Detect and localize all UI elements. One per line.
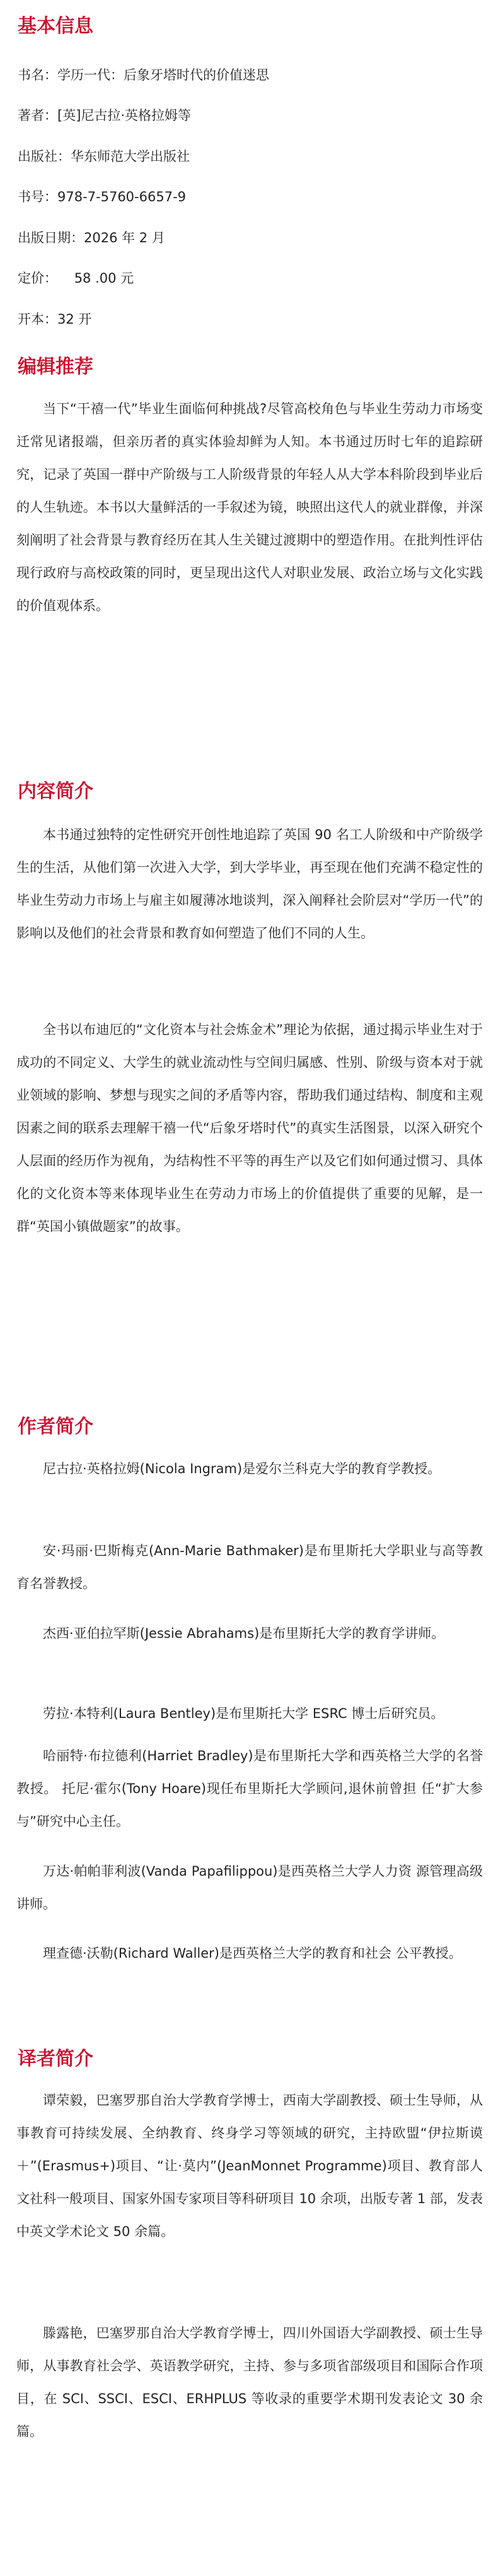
author-bio-bradley-hoare: 哈丽特·布拉德利(Harriet Bradley)是布里斯托大学和西英格兰大学的名誉教授。 托尼·霍尔(Tony Hoare)现任布里斯托大学顾问,退休前曾担 任“扩大参与”研究中心主任。 (16, 1748, 483, 1829)
authors-heading: 作者简介 (18, 1416, 93, 1438)
basic-info-heading: 基本信息 (18, 15, 93, 37)
content-intro-paragraph-1: 本书通过独特的定性研究开创性地追踪了英国 90 名工人阶级和中产阶级学生的生活，从他们第一次进入大学，到大学毕业，再至现在他们充满不稳定性的毕业生劳动力市场上与雇主如履薄冰地谈判，深入阐释社会阶层对“学历一代”的影响以及他们的社会背景和教育如何塑造了他们不同的人生。 (16, 827, 483, 941)
editor-recommendation-heading: 编辑推荐 (18, 356, 93, 378)
author-bio-waller: 理查德·沃勒(Richard Waller)是西英格兰大学的教育和社会 公平教授。 (43, 1946, 462, 1961)
author-bio-ingram: 尼古拉·英格拉姆(Nicola Ingram)是爱尔兰科克大学的教育学教授。 (43, 1461, 441, 1476)
info-publish-date: 出版日期：2026 年 2 月 (18, 230, 165, 245)
author-bio-abrahams: 杰西·亚伯拉罕斯(Jessie Abrahams)是布里斯托大学的教育学讲师。 (43, 1626, 445, 1641)
content-intro-heading: 内容简介 (18, 780, 93, 803)
translator-bio-tan: 谭荣毅，巴塞罗那自治大学教育学博士，西南大学副教授、硕士生导师，从事教育可持续发展、全纳教育、终身学习等领域的研究，主持欧盟“伊拉斯谟＋”(Erasmus+)项目、“让·莫内”(JeanMonnet Programme)项目、教育部人文社科一般项目、国家外国专家项目等科研项目 10 余项，出版专著 1 部，发表中英文学术论文 50 余篇。 (16, 2093, 483, 2239)
author-bio-papafilippou: 万达·帕帕菲利波(Vanda Papafilippou)是西英格兰大学人力资 源管理高级讲师。 (16, 1864, 483, 1912)
content-intro-paragraph-2: 全书以布迪厄的“文化资本与社会炼金术”理论为依据，通过揭示毕业生对于成功的不同定义、大学生的就业流动性与空间归属感、性别、阶级与资本对于就业领域的影响、梦想与现实之间的矛盾等内容，帮助我们通过结构、制度和主观因素之间的联系去理解干禧一代“后象牙塔时代”的真实生活图景，以深入研究个人层面的经历作为视角，为结构性不平等的再生产以及它们如何通过惯习、具体化的文化资本等来体现毕业生在劳动力市场上的价值提供了重要的见解，是一群“英国小镇做题家”的故事。 (16, 1022, 483, 1234)
info-book-title: 书名：学历一代：后象牙塔时代的价值迷思 (18, 68, 269, 83)
author-bio-bathmaker: 安·玛丽·巴斯梅克(Ann-Marie Bathmaker)是布里斯托大学职业与高等教育名誉教授。 (16, 1543, 483, 1591)
editor-recommendation-paragraph: 当下“干禧一代”毕业生面临何种挑战?尽管高校角色与毕业生劳动力市场变迁常见诸报端，但亲历者的真实体验却鲜为人知。本书通过历时七年的追踪研究，记录了英国一群中产阶级与工人阶级背景的年轻人从大学本科阶段到毕业后的人生轨迹。本书以大量鲜活的一手叙述为镜，映照出这代人的就业群像，并深刻阐明了社会背景与教育经历在其人生关键过渡期中的塑造作用。在批判性评估现行政府与高校政策的同时，更呈现出这代人对职业发展、政治立场与文化实践的价值观体系。 (16, 401, 483, 613)
info-author: 著者：[英]尼古拉·英格拉姆等 (18, 108, 192, 123)
info-isbn: 书号：978-7-5760-6657-9 (18, 189, 187, 204)
info-publisher: 出版社：华东师范大学出版社 (18, 149, 190, 164)
translator-bio-teng: 滕露艳，巴塞罗那自治大学教育学博士，四川外国语大学副教授、硕士生导师，从事教育社会学、英语教学研究，主持、参与多项省部级项目和国际合作项目，在 SCI、SSCI、ESCI、ERHPLUS 等收录的重要学术期刊发表论文 30 余篇。 (16, 2326, 483, 2439)
author-bio-bentley: 劳拉·本特利(Laura Bentley)是布里斯托大学 ESRC 博士后研究员。 (43, 1706, 444, 1721)
info-price: 定价： 58 .00 元 (18, 271, 134, 286)
translators-heading: 译者简介 (18, 2048, 93, 2070)
info-format: 开本：32 开 (18, 312, 92, 327)
